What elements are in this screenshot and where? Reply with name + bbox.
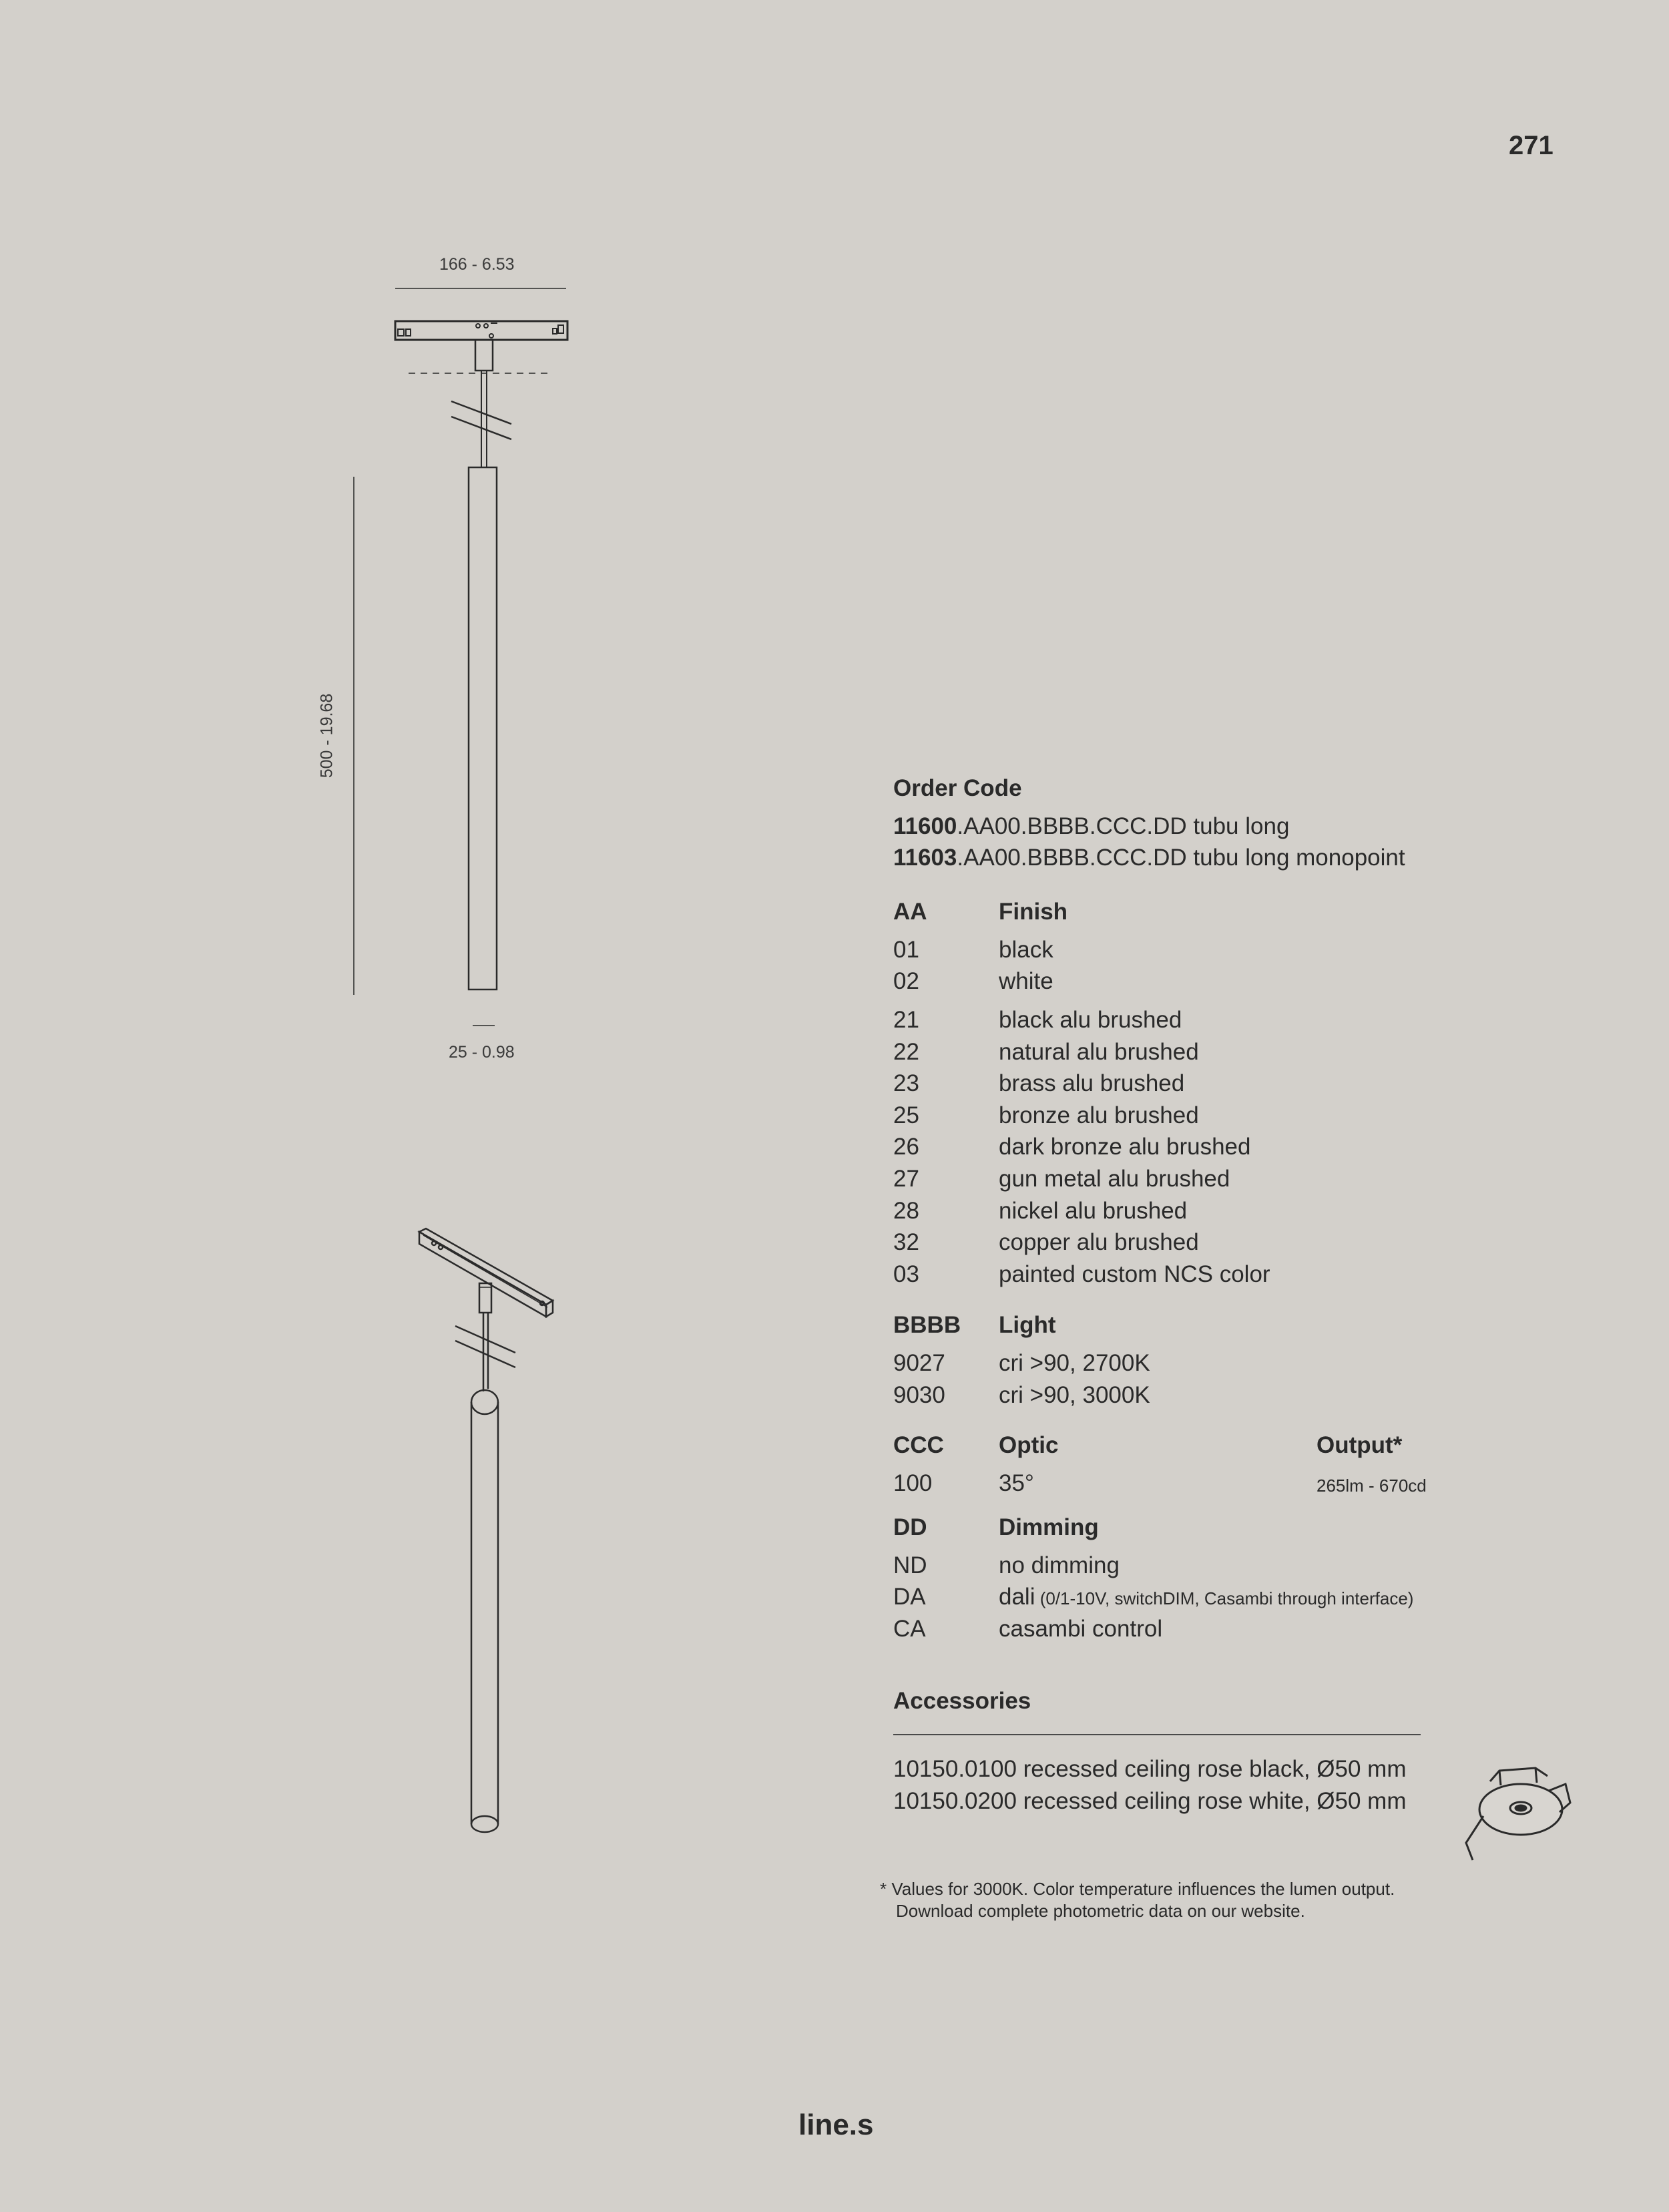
light-code: 9027 [893, 1350, 945, 1376]
dimming-code-header: DD [893, 1514, 927, 1540]
width-dimension-label: 166 - 6.53 [439, 255, 515, 274]
finish-code: 01 [893, 937, 919, 963]
accessory-item: 10150.0100 recessed ceiling rose black, Ø50 mm [893, 1756, 1407, 1782]
finish-code: 02 [893, 968, 919, 994]
finish-label: white [999, 968, 1053, 994]
dimming-code: CA [893, 1616, 926, 1642]
finish-code: 23 [893, 1070, 919, 1096]
finish-header: Finish [999, 899, 1068, 925]
light-code-header: BBBB [893, 1312, 961, 1338]
light-code: 9030 [893, 1382, 945, 1408]
finish-code: 21 [893, 1007, 919, 1033]
order-code-1-suffix: .AA00.BBBB.CCC.DD tubu long [957, 813, 1290, 839]
finish-label: painted custom NCS color [999, 1261, 1270, 1287]
output-header: Output* [1317, 1432, 1403, 1458]
order-code-2-suffix: .AA00.BBBB.CCC.DD tubu long monopoint [957, 845, 1405, 871]
dimming-label: no dimming [999, 1552, 1120, 1578]
height-dimension-label: 500 - 19.68 [317, 693, 336, 779]
light-label: cri >90, 3000K [999, 1382, 1150, 1408]
dimming-label: casambi control [999, 1616, 1163, 1642]
finish-label: natural alu brushed [999, 1039, 1199, 1065]
finish-label: copper alu brushed [999, 1229, 1199, 1255]
finish-code: 27 [893, 1166, 919, 1192]
optic-label: 35° [999, 1470, 1034, 1496]
dimming-header: Dimming [999, 1514, 1099, 1540]
footnote-line-2: Download complete photometric data on our website. [896, 1901, 1305, 1921]
diameter-dimension-label: 25 - 0.98 [449, 1043, 515, 1062]
dimming-code: ND [893, 1552, 927, 1578]
dimming-note: (0/1-10V, switchDIM, Casambi through interface) [1035, 1588, 1414, 1608]
order-code-2-base: 11603 [893, 845, 957, 871]
order-code-title: Order Code [893, 775, 1022, 801]
finish-label: black [999, 937, 1053, 963]
finish-code: 25 [893, 1102, 919, 1128]
light-label: cri >90, 2700K [999, 1350, 1150, 1376]
finish-label: black alu brushed [999, 1007, 1182, 1033]
dimming-label: dali [999, 1584, 1035, 1610]
finish-code: 32 [893, 1229, 919, 1255]
accessory-item: 10150.0200 recessed ceiling rose white, Ø50 mm [893, 1788, 1407, 1814]
footnote-line-1: * Values for 3000K. Color temperature influences the lumen output. [880, 1879, 1395, 1899]
finish-code: 26 [893, 1134, 919, 1160]
finish-label: gun metal alu brushed [999, 1166, 1230, 1192]
footnote [880, 1878, 1395, 1922]
finish-label: bronze alu brushed [999, 1102, 1199, 1128]
finish-label: brass alu brushed [999, 1070, 1185, 1096]
finish-label: dark bronze alu brushed [999, 1134, 1251, 1160]
finish-code: 28 [893, 1198, 919, 1224]
optic-code: 100 [893, 1470, 933, 1496]
dimming-code: DA [893, 1584, 926, 1610]
page-number: 271 [1509, 131, 1554, 160]
finish-code: 03 [893, 1261, 919, 1287]
finish-label: nickel alu brushed [999, 1198, 1188, 1224]
optic-output: 265lm - 670cd [1317, 1476, 1427, 1496]
finish-code: 22 [893, 1039, 919, 1065]
accessories-title: Accessories [893, 1688, 1031, 1714]
optic-header: Optic [999, 1432, 1059, 1458]
light-header: Light [999, 1312, 1056, 1338]
finish-code-header: AA [893, 899, 927, 925]
order-code-1-base: 11600 [893, 813, 957, 839]
brand-name: line.s [798, 2109, 874, 2141]
optic-code-header: CCC [893, 1432, 944, 1458]
